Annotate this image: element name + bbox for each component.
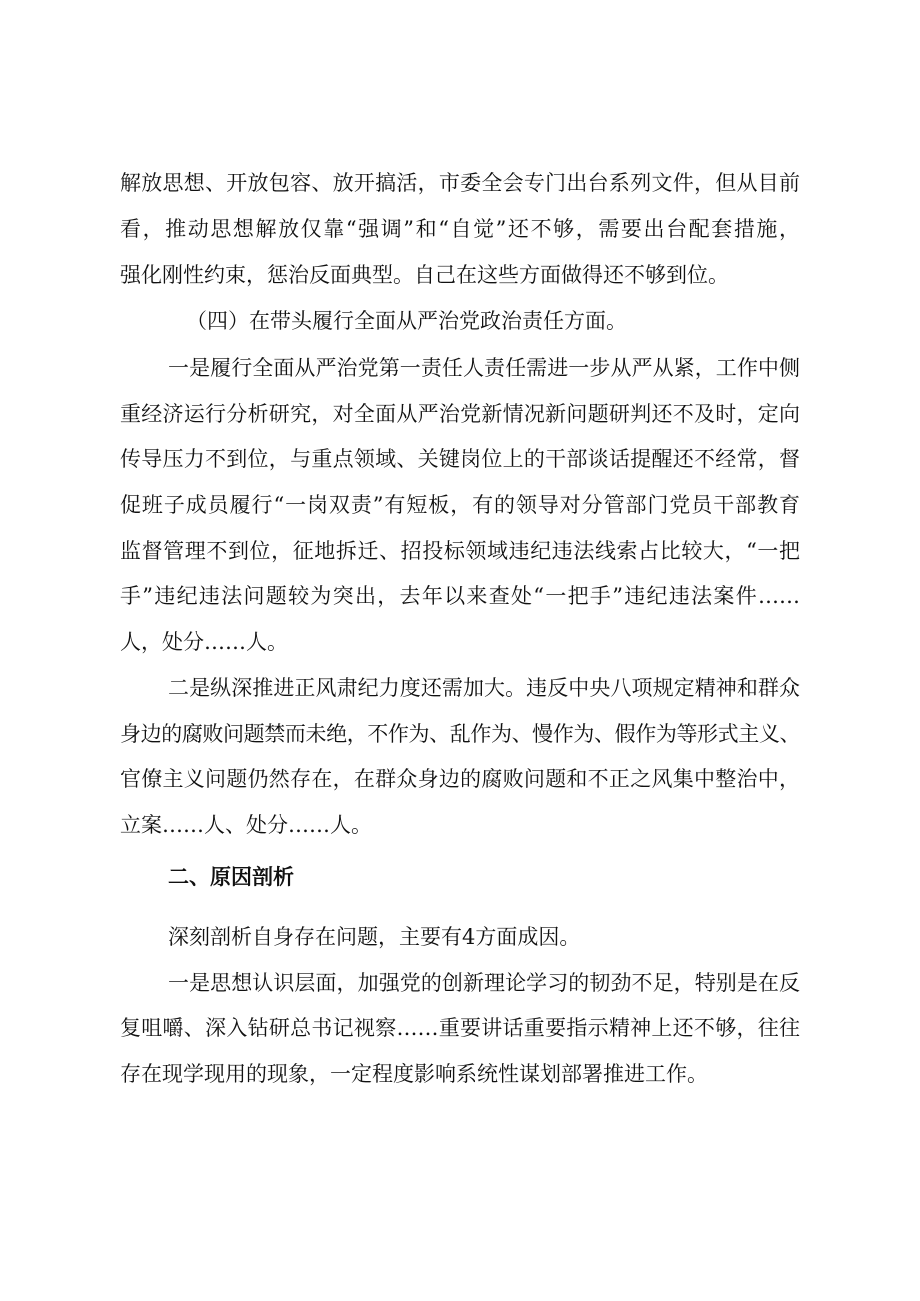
para-yi-line-1: 一是履行全面从严治党第一责任人责任需进一步从严从紧，工作中侧 <box>168 356 800 380</box>
section-heading-cause-analysis: 二、原因剖析 <box>168 865 294 889</box>
para-er-line-4: 立案……人、处分……人。 <box>120 813 372 837</box>
subheading-four: （四）在带头履行全面从严治党政治责任方面。 <box>186 309 627 333</box>
para-yi-line-2: 重经济运行分析研究，对全面从严治党新情况新问题研判还不及时，定向 <box>120 402 800 426</box>
cause1-line-1: 一是思想认识层面，加强党的创新理论学习的韧劲不足，特别是在反 <box>168 971 800 995</box>
para-er-line-1: 二是纵深推进正风肃纪力度还需加大。违反中央八项规定精神和群众 <box>168 676 800 700</box>
para-yi-line-6: 手”违纪违法问题较为突出，去年以来查处“一把手”违纪违法案件…… <box>120 584 800 608</box>
para-yi-line-4: 促班子成员履行“一岗双责”有短板，有的领导对分管部门党员干部教育 <box>120 493 800 517</box>
para-er-line-3: 官僚主义问题仍然存在，在群众身边的腐败问题和不正之风集中整治中， <box>120 767 800 791</box>
cause1-line-3: 存在现学现用的现象，一定程度影响系统性谋划部署推进工作。 <box>120 1062 708 1086</box>
para-yi-line-7: 人，处分……人。 <box>120 630 288 654</box>
intro-line-2: 看，推动思想解放仅靠“强调”和“自觉”还不够，需要出台配套措施， <box>120 217 800 241</box>
para-yi-line-5: 监督管理不到位，征地拆迁、招投标领域违纪违法线索占比较大，“一把 <box>120 539 800 563</box>
cause1-line-2: 复咀嚼、深入钻研总书记视察……重要讲话重要指示精神上还不够，往往 <box>120 1016 800 1040</box>
para-yi-line-3: 传导压力不到位，与重点领域、关键岗位上的干部谈话提醒还不经常，督 <box>120 447 800 471</box>
intro-line-1: 解放思想、开放包容、放开搞活，市委全会专门出台系列文件，但从目前 <box>120 171 800 195</box>
para-er-line-2: 身边的腐败问题禁而未绝，不作为、乱作为、慢作为、假作为等形式主义、 <box>120 722 800 746</box>
intro-line-3: 强化刚性约束，惩治反面典型。自己在这些方面做得还不够到位。 <box>120 263 729 287</box>
summary-paragraph: 深刻剖析自身存在问题，主要有4方面成因。 <box>168 925 581 949</box>
